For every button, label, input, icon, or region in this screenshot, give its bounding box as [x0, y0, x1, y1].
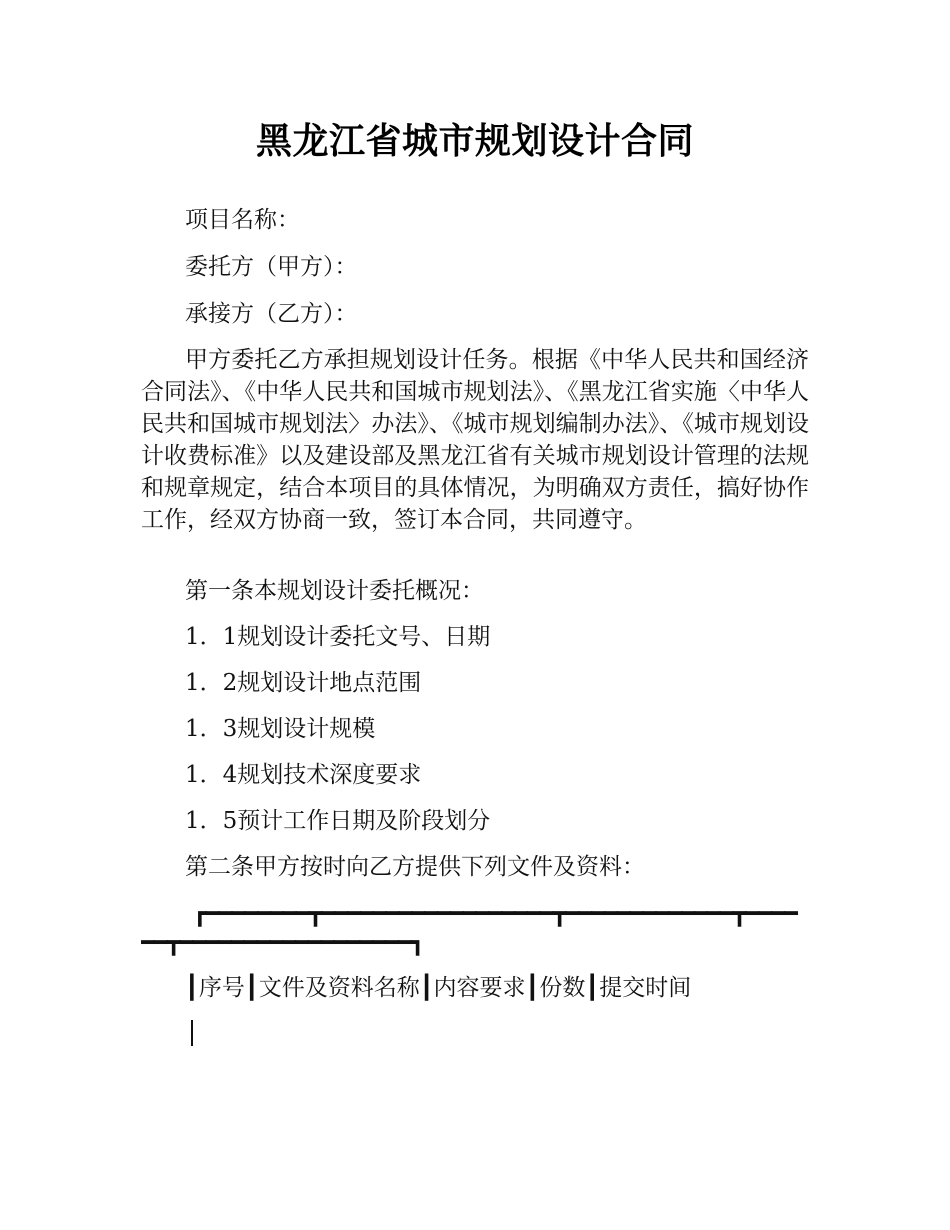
table-border-fragment: [191, 1020, 193, 1046]
table-top-border-wrap: ━━┳━━━━━━━━━━━━━━━━━━┓: [141, 930, 424, 956]
table-top-border: ┏━━━━━━━━┳━━━━━━━━━━━━━━━━━━┳━━━━━━━━━━━━━┳━━━━: [193, 901, 797, 927]
article-1-item: 1．5预计工作日期及阶段划分: [185, 808, 491, 834]
article-1-item: 1．2规划设计地点范围: [185, 670, 422, 696]
article-1-item: 1．1规划设计委托文号、日期: [185, 624, 491, 650]
article-1-item: 1．3规划设计规模: [185, 716, 376, 742]
document-title: 黑龙江省城市规划设计合同: [255, 121, 694, 162]
article-1-heading: 第一条本规划设计委托概况：: [185, 578, 484, 604]
party-a-field: 委托方（甲方）：: [185, 254, 358, 280]
article-1-item: 1．4规划技术深度要求: [185, 762, 422, 788]
article-2-heading: 第二条甲方按时向乙方提供下列文件及资料：: [185, 854, 645, 880]
table-header-row: ┃序号┃文件及资料名称┃内容要求┃份数┃提交时间: [185, 975, 692, 1001]
project-name-field: 项目名称：: [185, 207, 300, 233]
preamble-paragraph: 甲方委托乙方承担规划设计任务。根据《中华人民共和国经济合同法》、《中华人民共和国城市规划法》、《黑龙江省实施〈中华人民共和国城市规划法〉办法》、《城市规划编制办法》、《城市规划设计收费标准》以及建设部及黑龙江省有关城市规划设计管理的法规和规章规定，结合本项目的具体情况，为明确双方责任，搞好协作工作，经双方协商一致，签订本合同，共同遵守。: [141, 347, 809, 533]
party-b-field: 承接方（乙方）：: [185, 301, 358, 327]
